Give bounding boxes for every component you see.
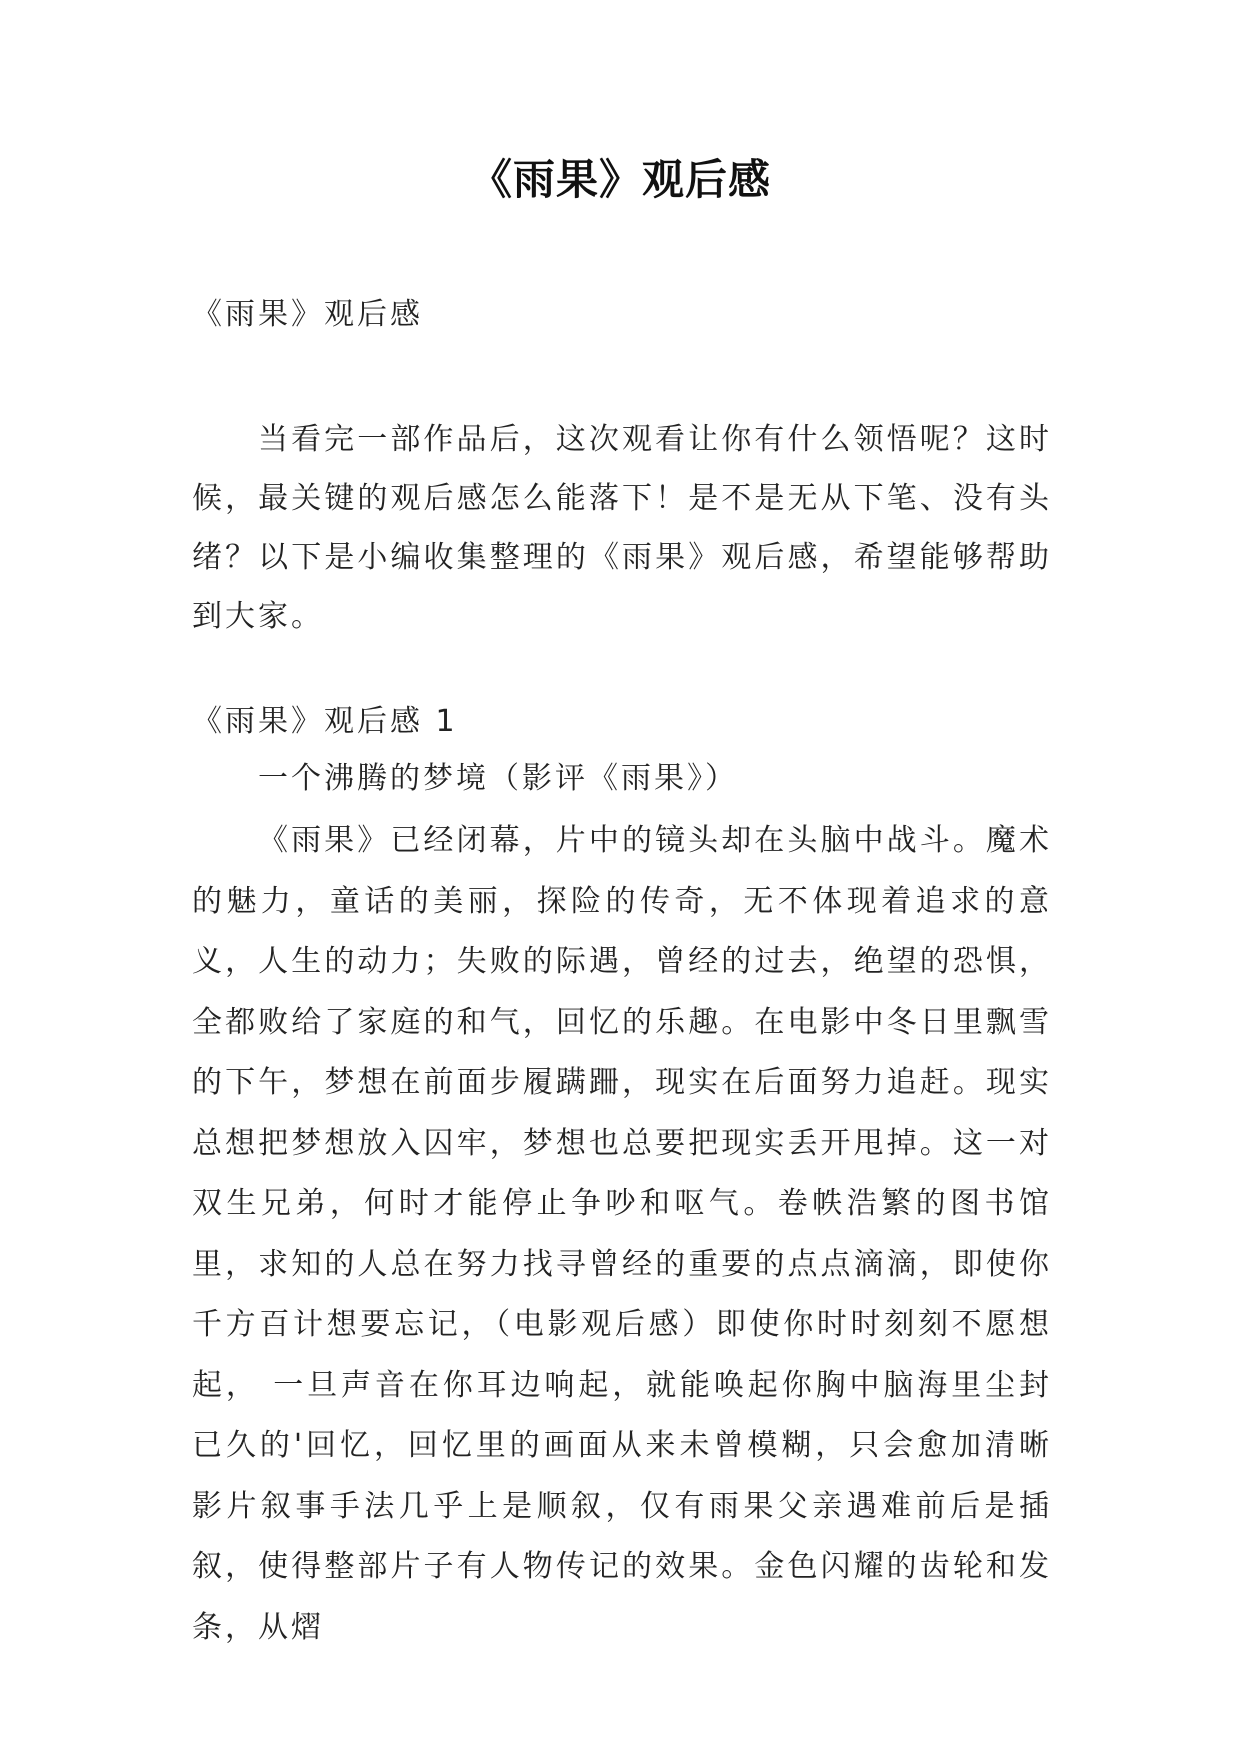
document-title: 《雨果》观后感: [469, 155, 771, 204]
review-title: 一个沸腾的梦境（影评《雨果》）: [258, 761, 738, 796]
document-subtitle: 《雨果》观后感: [192, 297, 423, 332]
section-heading: 《雨果》观后感 1: [192, 704, 458, 739]
intro-paragraph: 当看完一部作品后，这次观看让你有什么领悟呢？这时候，最关键的观后感怎么能落下！是不是无从下笔、没有头绪？以下是小编收集整理的《雨果》观后感，希望能够帮助到大家。: [192, 422, 1052, 634]
review-body-paragraph: 《雨果》已经闭幕，片中的镜头却在头脑中战斗。魔术的魅力，童话的美丽，探险的传奇，无不体现着追求的意义，人生的动力；失败的际遇，曾经的过去，绝望的恐惧，全都败给了家庭的和气，回忆的乐趣。在电影中冬日里飘雪的下午，梦想在前面步履蹒跚，现实在后面努力追赶。现实总想把梦想放入囚牢，梦想也总要把现实丢开甩掉。这一对双生兄弟，何时才能停止争吵和呕气。卷帙浩繁的图书馆里，求知的人总在努力找寻曾经的重要的点点滴滴，即使你千方百计想要忘记，（电影观后感）即使你时时刻刻不愿想起， 一旦声音在你耳边响起，就能唤起你胸中脑海里尘封已久的'回忆，回忆里的画面从来未曾模糊，只会愈加清晰 影片叙事手法几乎上是顺叙，仅有雨果父亲遇难前后是插叙，使得整部片子有人物传记的效果。金色闪耀的齿轮和发条，从熠: [192, 823, 1052, 1645]
